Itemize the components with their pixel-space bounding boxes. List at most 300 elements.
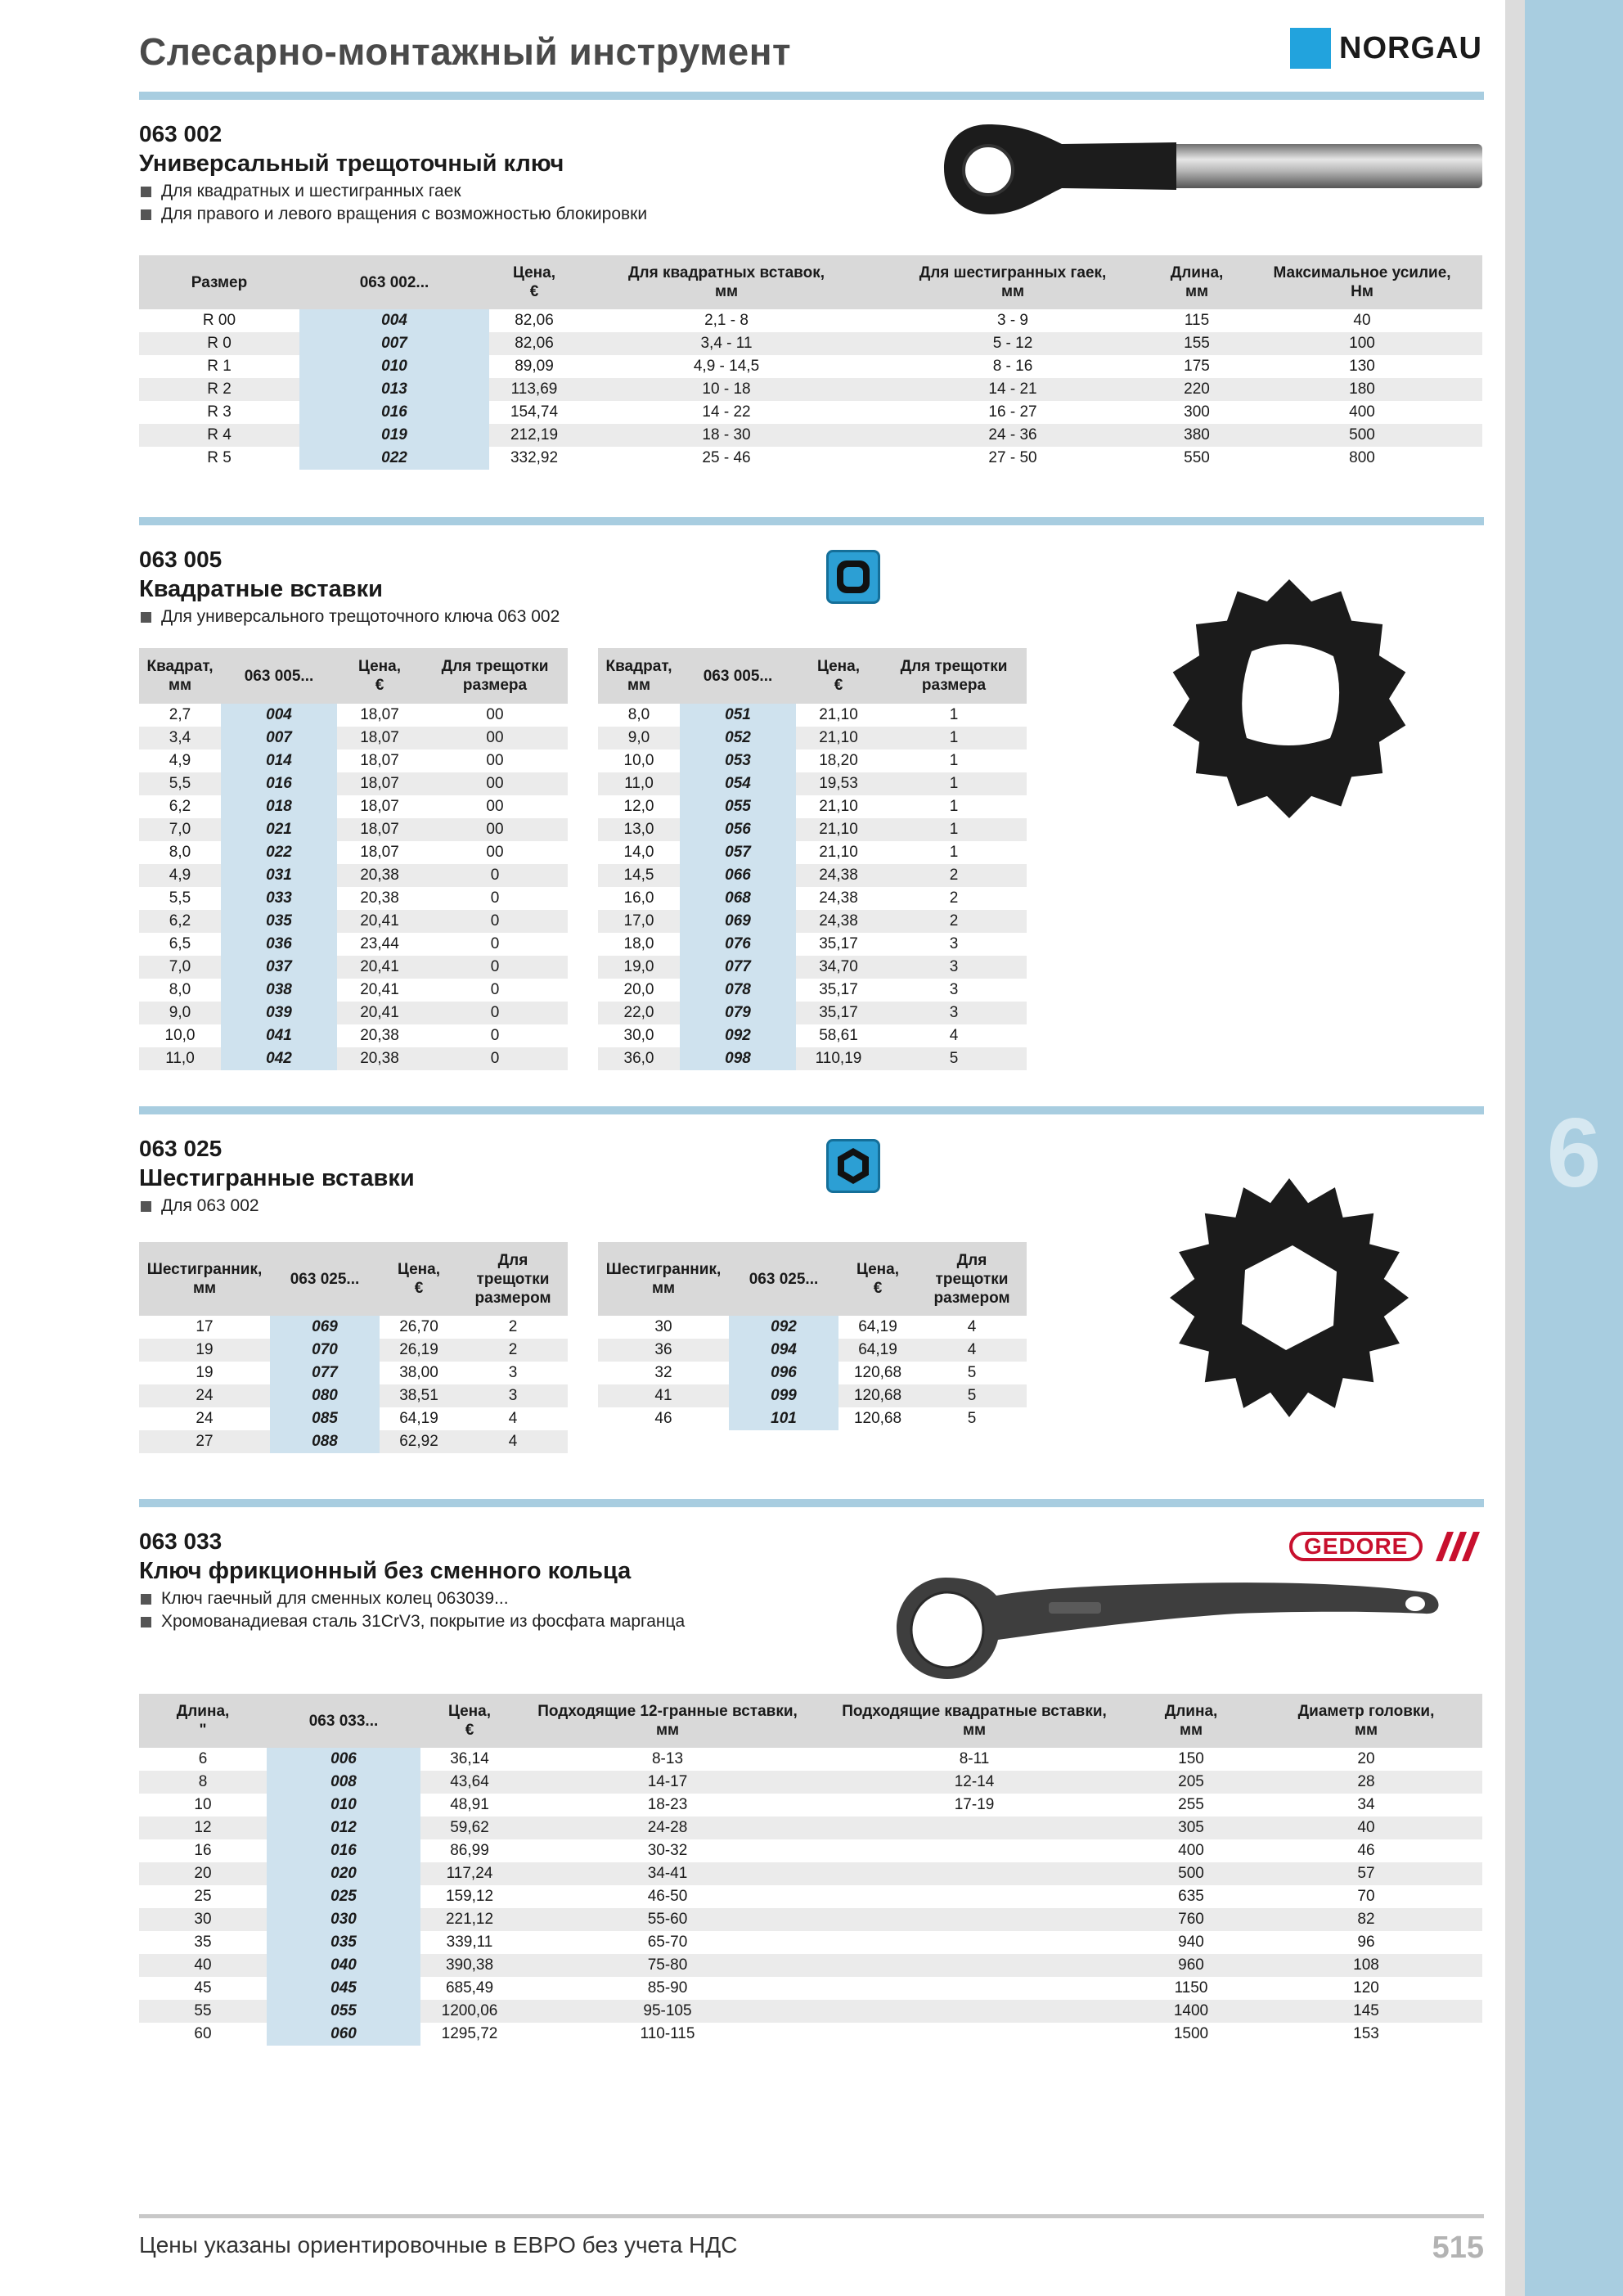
gedore-stripes-icon <box>1427 1532 1481 1561</box>
bullet-text: Хромованадиевая сталь 31CrV3, покрытие из фосфата марганца <box>161 1612 686 1631</box>
footer-note: Цены указаны ориентировочные в ЕВРО без учета НДС <box>139 2232 738 2258</box>
table-cell: 00 <box>486 798 504 815</box>
table-cell: 10 <box>194 1796 212 1813</box>
table-row <box>139 1024 568 1047</box>
table-cell: R 5 <box>207 449 232 466</box>
article-code-cell: 066 <box>680 864 796 887</box>
table-cell: 46 <box>654 1410 672 1427</box>
table-cell: 110-115 <box>640 2025 695 2042</box>
feature-list <box>141 1587 685 1633</box>
article-code-cell: 076 <box>680 933 796 956</box>
table-cell: 10 - 18 <box>579 378 874 401</box>
column-header: Цена, € <box>838 1242 917 1316</box>
table-cell: 4 <box>949 1027 959 1044</box>
table-cell: 18,07 <box>360 798 399 815</box>
column-header: Квадрат, мм <box>139 648 221 704</box>
table-cell: 3 <box>508 1364 518 1381</box>
table-cell: 5 <box>881 1047 1027 1070</box>
table-row <box>139 1908 1482 1931</box>
column-header: Длина, мм <box>1132 1694 1250 1748</box>
table-cell: 5 <box>967 1410 977 1427</box>
table-row <box>139 979 568 1002</box>
list-item <box>141 180 647 203</box>
table-cell: 21,10 <box>819 844 858 861</box>
table-cell: 11,0 <box>598 772 680 795</box>
table-cell: 18,07 <box>337 818 422 841</box>
table-cell: 145 <box>1250 2000 1482 2023</box>
table-cell: 5 <box>967 1364 977 1381</box>
table-cell: 1 <box>881 772 1027 795</box>
table-row <box>139 1839 1482 1862</box>
table-cell: 40 <box>1250 1817 1482 1839</box>
table-row <box>139 355 1482 378</box>
table-row <box>598 1407 1027 1430</box>
column-header: Подходящие 12-гранные вставки, мм <box>519 1694 816 1748</box>
column-header: Квадрат, мм <box>598 648 680 704</box>
table-cell: 17,0 <box>598 910 680 933</box>
column-header: Подходящие квадратные вставки, мм <box>816 1694 1132 1748</box>
table-row <box>139 933 568 956</box>
article-code-cell: 014 <box>221 750 337 772</box>
feature-list <box>141 1195 259 1218</box>
bullet-text: Для правого и левого вращения с возможностью блокировки <box>161 205 648 223</box>
table-cell: 14 - 22 <box>702 403 751 421</box>
bullet-icon <box>141 1594 151 1605</box>
table-cell: 1500 <box>1173 2025 1209 2042</box>
table-cell: 5 - 12 <box>874 332 1152 355</box>
table-row <box>139 424 1482 447</box>
ratchet-table <box>139 255 1482 470</box>
table-cell: 24 <box>196 1410 214 1427</box>
table-cell: 1 <box>949 752 959 769</box>
table-cell: 64,19 <box>858 1318 897 1335</box>
article-code-cell: 096 <box>729 1362 838 1384</box>
table-cell: 300 <box>1184 403 1210 421</box>
table-cell: 8,0 <box>169 844 191 861</box>
table-cell <box>816 1931 1132 1954</box>
table-row <box>598 704 1027 727</box>
table-cell: 1 <box>881 818 1027 841</box>
table-cell: 89,09 <box>515 358 554 375</box>
table-cell: 108 <box>1250 1954 1482 1977</box>
table-cell: 10,0 <box>164 1027 196 1044</box>
table-row <box>598 1384 1027 1407</box>
table-cell: 500 <box>1242 424 1482 447</box>
table-cell: 35,17 <box>796 1002 881 1024</box>
table-cell: 58,61 <box>819 1027 858 1044</box>
article-code-cell: 006 <box>267 1748 420 1771</box>
table-cell: 500 <box>1132 1862 1250 1885</box>
table-cell: 19,0 <box>598 956 680 979</box>
table-cell: 43,64 <box>420 1771 519 1794</box>
column-header: Цена, € <box>337 648 422 704</box>
table-cell: 205 <box>1132 1771 1250 1794</box>
table-cell: 3 <box>458 1384 568 1407</box>
table-row <box>139 1954 1482 1977</box>
table-cell: 8 <box>139 1771 267 1794</box>
hex-drive-icon <box>826 1139 880 1193</box>
table-cell: 85-90 <box>647 1979 688 1997</box>
table-cell: 18,07 <box>337 727 422 750</box>
table-row <box>139 727 568 750</box>
table-cell: 0 <box>422 1047 568 1070</box>
article-code-cell: 092 <box>680 1024 796 1047</box>
table-row <box>598 910 1027 933</box>
table-cell: 154,74 <box>510 403 559 421</box>
table-cell: 8-11 <box>959 1750 990 1767</box>
table-row <box>598 750 1027 772</box>
column-header: Цена, € <box>420 1694 519 1748</box>
table-cell: 40 <box>1353 312 1371 329</box>
table-cell: 400 <box>1349 403 1375 421</box>
table-cell <box>816 1977 1132 2000</box>
article-code-cell: 099 <box>729 1384 838 1407</box>
table-row <box>139 2023 1482 2046</box>
table-cell: 19 <box>196 1364 214 1381</box>
table-cell: 18,07 <box>360 752 399 769</box>
table-header-row <box>139 255 1482 309</box>
table-cell: 24-28 <box>519 1817 816 1839</box>
hex-inserts-table-right <box>598 1242 1027 1430</box>
table-cell: 32 <box>654 1364 672 1381</box>
section-code: 063 005 <box>139 547 223 572</box>
list-item <box>141 203 647 226</box>
column-header: Для трещотки размера <box>422 648 568 704</box>
table-header-row <box>139 648 568 704</box>
square-insert-image <box>1162 578 1415 823</box>
column-header: Для трещотки размером <box>917 1242 1027 1316</box>
table-cell: 2 <box>881 910 1027 933</box>
table-cell: 3 <box>949 981 959 998</box>
table-cell: 3 <box>881 956 1027 979</box>
list-item <box>141 1195 259 1218</box>
article-code-cell: 055 <box>267 2000 420 2023</box>
table-cell: 21,10 <box>796 727 881 750</box>
table-cell: 3,4 <box>139 727 221 750</box>
article-code-cell: 018 <box>221 795 337 818</box>
list-item <box>141 606 560 628</box>
table-cell: 7,0 <box>139 818 221 841</box>
table-cell: 2 <box>508 1318 518 1335</box>
article-code-cell: 019 <box>299 424 489 447</box>
table-cell: 5,5 <box>139 772 221 795</box>
table-cell: 115 <box>1184 312 1210 329</box>
article-code-cell: 101 <box>729 1407 838 1430</box>
table-cell: R 3 <box>207 403 232 421</box>
table-row <box>139 309 1482 332</box>
table-cell: 760 <box>1132 1908 1250 1931</box>
article-code-cell: 004 <box>299 309 489 332</box>
table-cell: 120 <box>1353 1979 1379 1997</box>
article-code-cell: 077 <box>270 1362 380 1384</box>
article-code-cell: 060 <box>267 2023 420 2046</box>
table-cell: 1 <box>881 727 1027 750</box>
table-cell: R 4 <box>139 424 299 447</box>
article-code-cell: 007 <box>299 332 489 355</box>
article-code-cell: 016 <box>221 772 337 795</box>
table-cell: 24,38 <box>796 910 881 933</box>
section-code: 063 025 <box>139 1136 223 1161</box>
table-row <box>598 1024 1027 1047</box>
feature-list <box>141 606 560 628</box>
article-code-cell: 078 <box>680 979 796 1002</box>
bullet-icon <box>141 209 151 220</box>
table-cell: 5 <box>917 1384 1027 1407</box>
table-cell: 1150 <box>1174 1979 1208 1997</box>
table-cell: 18,0 <box>623 935 654 952</box>
bullet-text: Ключ гаечный для сменных колец 063039... <box>161 1589 509 1608</box>
table-cell: 0 <box>422 956 568 979</box>
table-cell: 62,92 <box>380 1430 458 1453</box>
table-cell <box>816 2000 1132 2023</box>
table-row <box>139 378 1482 401</box>
table-cell: 30-32 <box>647 1842 688 1859</box>
bullet-icon <box>141 1201 151 1212</box>
article-code-cell: 042 <box>221 1047 337 1070</box>
article-code-cell: 010 <box>299 355 489 378</box>
article-code-cell: 031 <box>221 864 337 887</box>
table-cell: 25 <box>194 1888 212 1905</box>
table-cell: 150 <box>1178 1750 1204 1767</box>
article-code-cell: 035 <box>267 1931 420 1954</box>
table-row <box>139 1885 1482 1908</box>
table-row <box>598 1002 1027 1024</box>
table-cell: 8 - 16 <box>992 358 1033 375</box>
table-cell: 64,19 <box>838 1339 917 1362</box>
article-code-cell: 052 <box>680 727 796 750</box>
section-title: Ключ фрикционный без сменного кольца <box>139 1558 632 1584</box>
table-cell: 12-14 <box>816 1771 1132 1794</box>
table-cell: 11,0 <box>139 1047 221 1070</box>
column-header: Для шестигранных гаек, мм <box>874 255 1152 309</box>
table-cell: 4 <box>458 1430 568 1453</box>
table-cell: 55-60 <box>519 1908 816 1931</box>
table-row <box>139 447 1482 470</box>
table-cell: 3,4 - 11 <box>579 332 874 355</box>
table-row <box>139 1407 568 1430</box>
table-cell: 16,0 <box>623 889 654 907</box>
article-code-cell: 094 <box>729 1339 838 1362</box>
article-code-cell: 069 <box>270 1316 380 1339</box>
table-row <box>598 1047 1027 1070</box>
table-cell: 30,0 <box>623 1027 654 1044</box>
table-cell: 221,12 <box>420 1908 519 1931</box>
table-cell: 34-41 <box>519 1862 816 1885</box>
table-cell: 20 <box>1357 1750 1375 1767</box>
table-cell <box>816 1954 1132 1977</box>
table-row <box>139 332 1482 355</box>
table-row <box>139 401 1482 424</box>
table-header-row <box>598 648 1027 704</box>
article-code-cell: 054 <box>680 772 796 795</box>
feature-list <box>141 180 647 226</box>
table-cell: 1400 <box>1132 2000 1250 2023</box>
table-cell: 0 <box>422 864 568 887</box>
table-cell: 8,0 <box>627 706 650 723</box>
table-row <box>139 956 568 979</box>
table-cell: 00 <box>422 818 568 841</box>
table-row <box>598 1316 1027 1339</box>
article-code-cell: 088 <box>270 1430 380 1453</box>
article-code-cell: 020 <box>267 1862 420 1885</box>
hex-insert-image <box>1162 1175 1415 1420</box>
table-cell: 7,0 <box>139 956 221 979</box>
table-cell: 0 <box>490 1027 500 1044</box>
table-row <box>139 1794 1482 1817</box>
table-cell: 113,69 <box>489 378 579 401</box>
table-cell <box>816 1817 1132 1839</box>
table-cell: 960 <box>1132 1954 1250 1977</box>
table-cell: 390,38 <box>420 1954 519 1977</box>
table-cell: 20,41 <box>360 981 399 998</box>
article-code-cell: 070 <box>270 1339 380 1362</box>
table-row <box>139 1977 1482 2000</box>
table-cell: 2,1 - 8 <box>704 312 749 329</box>
article-code-cell: 021 <box>221 818 337 841</box>
column-header: Для квадратных вставок, мм <box>579 255 874 309</box>
table-cell: 100 <box>1242 332 1482 355</box>
table-cell: 2 <box>881 864 1027 887</box>
table-cell: 18,07 <box>360 706 399 723</box>
table-cell: 120,68 <box>853 1410 902 1427</box>
table-row <box>139 1817 1482 1839</box>
bullet-text: Для квадратных и шестигранных гаек <box>161 182 461 200</box>
table-cell: 1 <box>949 798 959 815</box>
table-cell: 120,68 <box>838 1384 917 1407</box>
table-cell: R 00 <box>202 312 236 329</box>
article-code-cell: 022 <box>221 841 337 864</box>
page-title: Слесарно-монтажный инструмент <box>139 30 792 73</box>
article-code-cell: 085 <box>270 1407 380 1430</box>
gedore-logo <box>1289 1532 1481 1561</box>
table-cell: 380 <box>1152 424 1242 447</box>
table-cell: 28 <box>1250 1771 1482 1794</box>
table-cell: 21,10 <box>796 818 881 841</box>
article-code-cell: 016 <box>299 401 489 424</box>
table-cell: 800 <box>1349 449 1375 466</box>
column-header: Для трещотки размера <box>881 648 1027 704</box>
article-code-cell: 092 <box>729 1316 838 1339</box>
table-cell: 550 <box>1184 449 1210 466</box>
bullet-icon <box>141 612 151 623</box>
table-cell: 75-80 <box>519 1954 816 1977</box>
table-cell: 26,70 <box>399 1318 438 1335</box>
table-cell: 339,11 <box>446 1934 493 1951</box>
table-cell: 13,0 <box>598 818 680 841</box>
table-cell: 70 <box>1357 1888 1375 1905</box>
article-code-cell: 068 <box>680 887 796 910</box>
table-cell: 180 <box>1242 378 1482 401</box>
table-row <box>139 1748 1482 1771</box>
table-cell: 12 <box>139 1817 267 1839</box>
table-cell: 18,07 <box>360 844 399 861</box>
table-cell: 00 <box>486 844 504 861</box>
header-divider <box>139 92 1484 100</box>
table-cell: 4 <box>917 1339 1027 1362</box>
table-cell: 14,5 <box>598 864 680 887</box>
bullet-text: Для 063 002 <box>161 1196 259 1215</box>
bullet-text: Для универсального трещоточного ключа 063 002 <box>161 607 560 626</box>
article-code-cell: 069 <box>680 910 796 933</box>
column-header: Цена, € <box>489 255 579 309</box>
table-cell: 25 - 46 <box>702 449 751 466</box>
table-cell: 6,5 <box>169 935 191 952</box>
table-row <box>139 910 568 933</box>
article-code-cell: 039 <box>221 1002 337 1024</box>
table-cell: 22,0 <box>598 1002 680 1024</box>
table-cell: 16 <box>194 1842 212 1859</box>
table-row <box>139 841 568 864</box>
column-header: Длина, " <box>139 1694 267 1748</box>
footer-divider <box>139 2214 1484 2218</box>
table-cell: 82,06 <box>515 312 554 329</box>
table-cell: 4,9 <box>139 864 221 887</box>
table-cell: 20,41 <box>337 910 422 933</box>
table-row <box>139 750 568 772</box>
table-cell: 1200,06 <box>420 2000 519 2023</box>
table-cell: 48,91 <box>450 1796 489 1813</box>
table-cell: 26,19 <box>380 1339 458 1362</box>
table-row <box>139 1430 568 1453</box>
table-cell: 46 <box>1357 1842 1375 1859</box>
table-cell: 82 <box>1250 1908 1482 1931</box>
table-cell: 0 <box>490 889 500 907</box>
table-cell: 18-23 <box>647 1796 688 1813</box>
table-cell: 3 <box>949 935 959 952</box>
table-cell: R 2 <box>139 378 299 401</box>
table-cell: 59,62 <box>420 1817 519 1839</box>
table-row <box>139 1002 568 1024</box>
table-cell: 24,38 <box>819 889 858 907</box>
logo-square-icon <box>1290 28 1331 69</box>
article-code-cell: 041 <box>221 1024 337 1047</box>
table-cell: 00 <box>486 752 504 769</box>
table-row <box>139 864 568 887</box>
bullet-icon <box>141 1617 151 1627</box>
table-cell: 23,44 <box>360 935 399 952</box>
table-row <box>139 1771 1482 1794</box>
table-row <box>139 1316 568 1339</box>
table-cell: 24 - 36 <box>874 424 1152 447</box>
table-cell: 38,00 <box>399 1364 438 1381</box>
section-title: Квадратные вставки <box>139 576 383 602</box>
article-code-cell: 051 <box>680 704 796 727</box>
table-cell: 82,06 <box>489 332 579 355</box>
table-cell: 64,19 <box>399 1410 438 1427</box>
table-row <box>139 2000 1482 2023</box>
table-cell: 9,0 <box>598 727 680 750</box>
table-cell: 86,99 <box>450 1842 489 1859</box>
friction-wrench-table <box>139 1694 1482 2046</box>
article-code-cell: 033 <box>221 887 337 910</box>
table-cell: 60 <box>194 2025 212 2042</box>
table-cell: 3 <box>881 1002 1027 1024</box>
table-cell: 27 - 50 <box>988 449 1037 466</box>
table-cell: 175 <box>1184 358 1210 375</box>
table-cell: 20,0 <box>623 981 654 998</box>
table-cell: 0 <box>422 1002 568 1024</box>
table-row <box>598 818 1027 841</box>
column-header: Цена, € <box>796 648 881 704</box>
table-row <box>139 772 568 795</box>
table-cell: 17-19 <box>954 1796 995 1813</box>
article-code-cell: 013 <box>299 378 489 401</box>
hex-inserts-table-left <box>139 1242 568 1453</box>
table-cell: 35,17 <box>819 981 858 998</box>
table-row <box>139 795 568 818</box>
section-divider <box>139 1106 1484 1114</box>
table-cell <box>816 1908 1132 1931</box>
